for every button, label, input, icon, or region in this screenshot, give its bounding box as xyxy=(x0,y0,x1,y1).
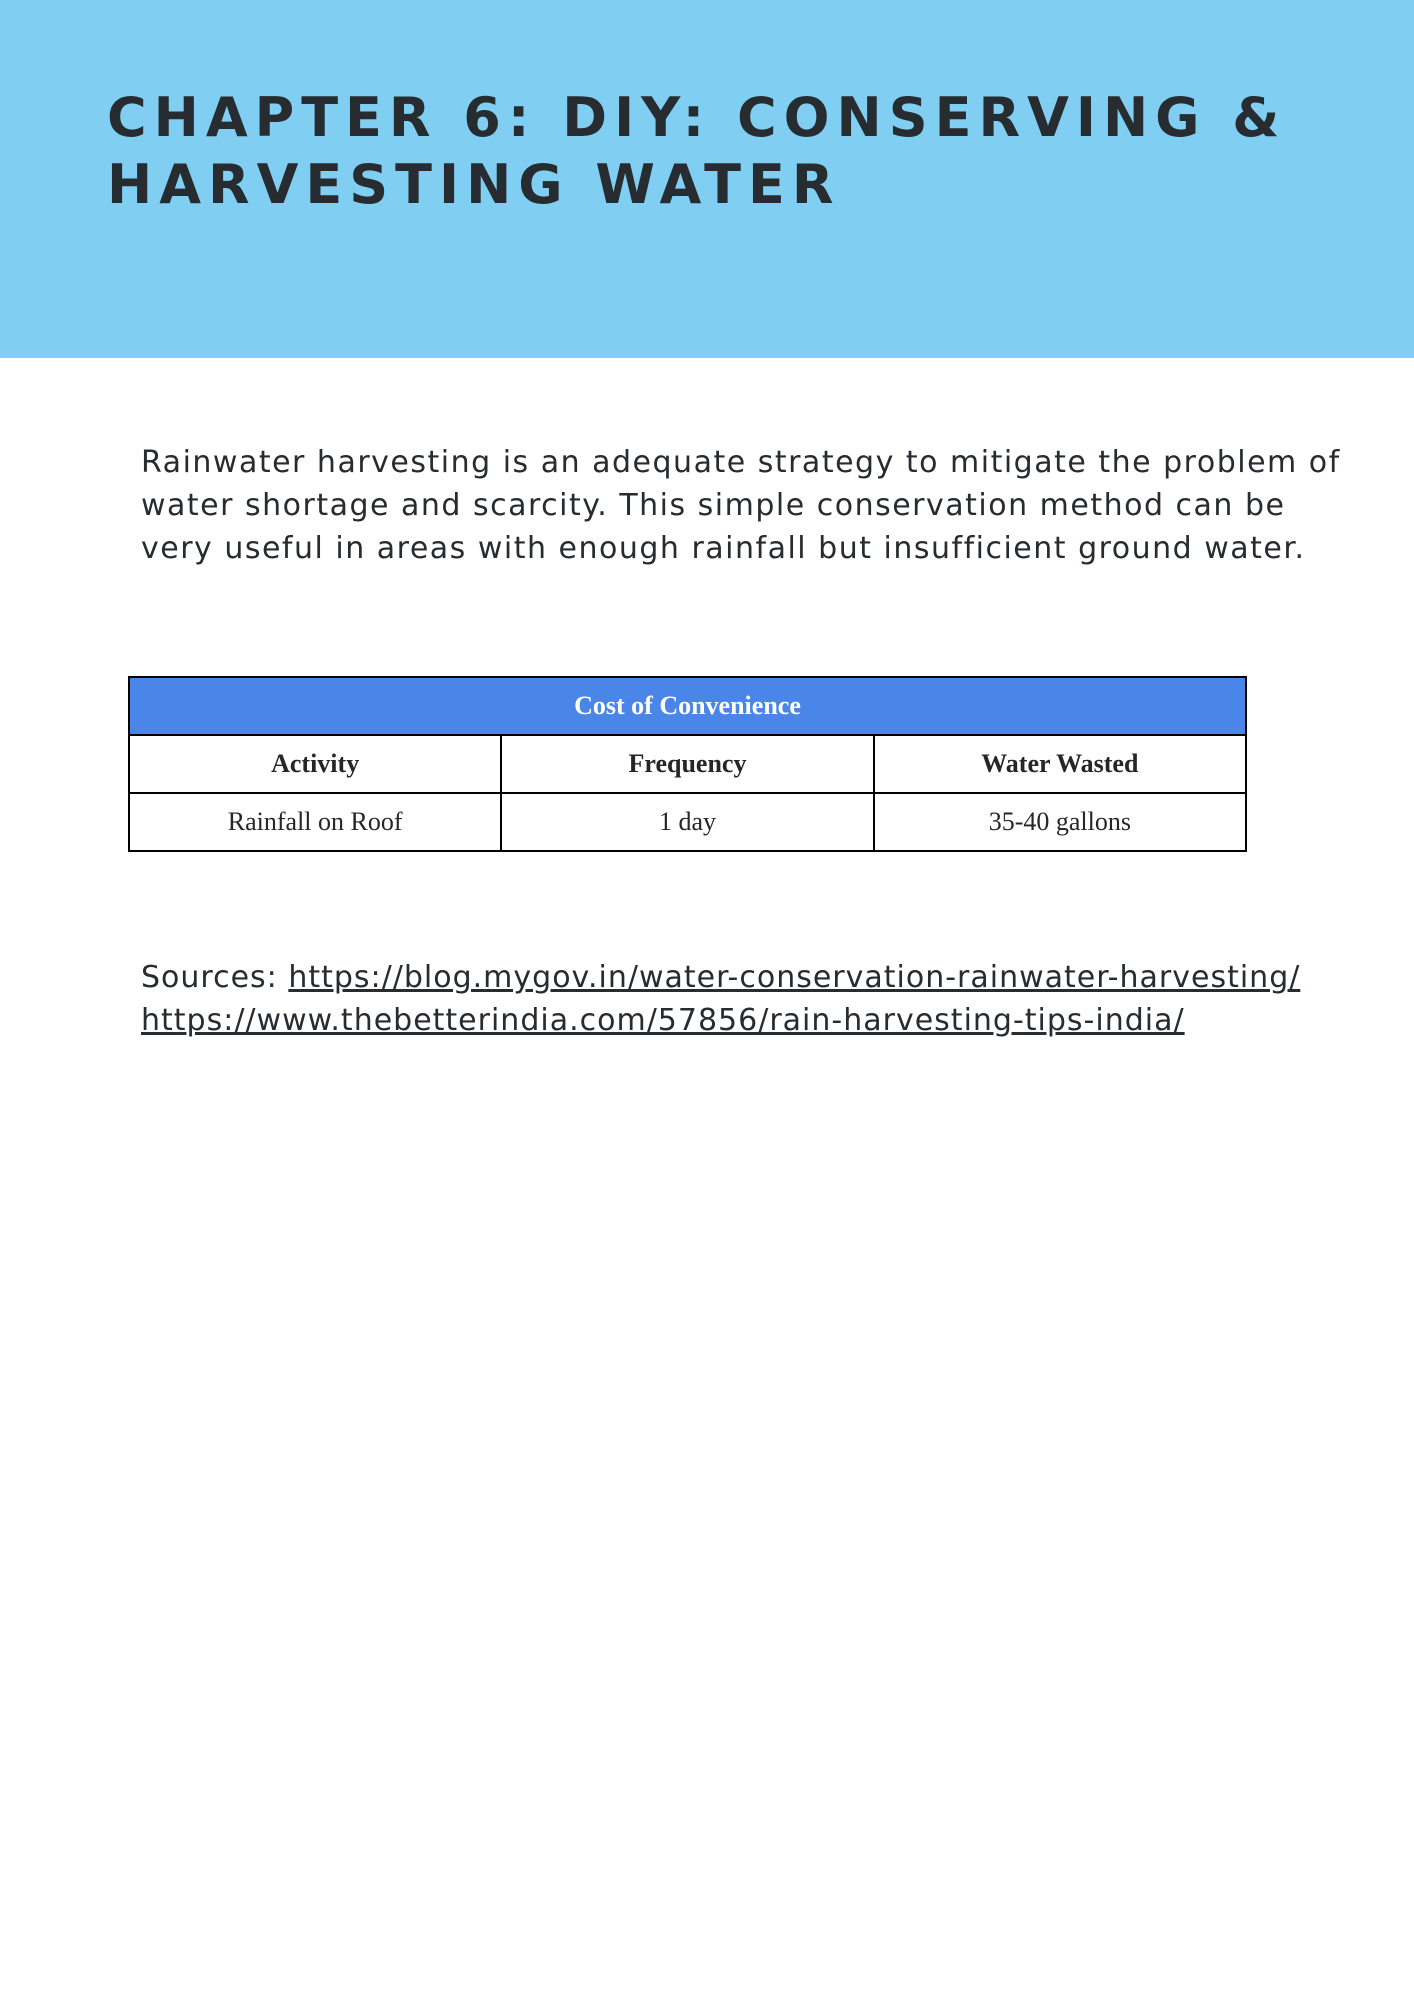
sources-label: Sources: xyxy=(141,960,278,995)
chapter-title xyxy=(107,84,1367,218)
sources-line-1 xyxy=(141,956,1401,999)
sources-section xyxy=(141,956,1401,1042)
table-row xyxy=(129,793,1246,851)
column-header-activity: Activity xyxy=(129,735,501,793)
cost-of-convenience-table xyxy=(128,676,1247,852)
intro-paragraph xyxy=(141,441,1341,570)
cell-frequency: 1 day xyxy=(501,793,873,851)
cell-water-wasted: 35-40 gallons xyxy=(874,793,1246,851)
intro-line-1: Rainwater harvesting is an adequate strategy to mitigate the problem of xyxy=(141,445,1341,480)
column-header-water-wasted: Water Wasted xyxy=(874,735,1246,793)
sources-line-2 xyxy=(141,999,1401,1042)
intro-line-3: very useful in areas with enough rainfall but insufficient ground water. xyxy=(141,531,1306,566)
chapter-title-line-1: CHAPTER 6: DIY: CONSERVING & xyxy=(107,86,1287,149)
table-caption-row xyxy=(129,677,1246,735)
cell-activity: Rainfall on Roof xyxy=(129,793,501,851)
column-header-frequency: Frequency xyxy=(501,735,873,793)
chapter-title-line-2: HARVESTING WATER xyxy=(107,153,841,216)
source-link-thebetterindia[interactable]: https://www.thebetterindia.com/57856/rain-harvesting-tips-india/ xyxy=(141,1003,1185,1038)
intro-line-2: water shortage and scarcity. This simple conservation method can be xyxy=(141,488,1286,523)
table-caption: Cost of Convenience xyxy=(129,677,1246,735)
table-header-row xyxy=(129,735,1246,793)
source-link-mygov[interactable]: https://blog.mygov.in/water-conservation-rainwater-harvesting/ xyxy=(288,960,1301,995)
